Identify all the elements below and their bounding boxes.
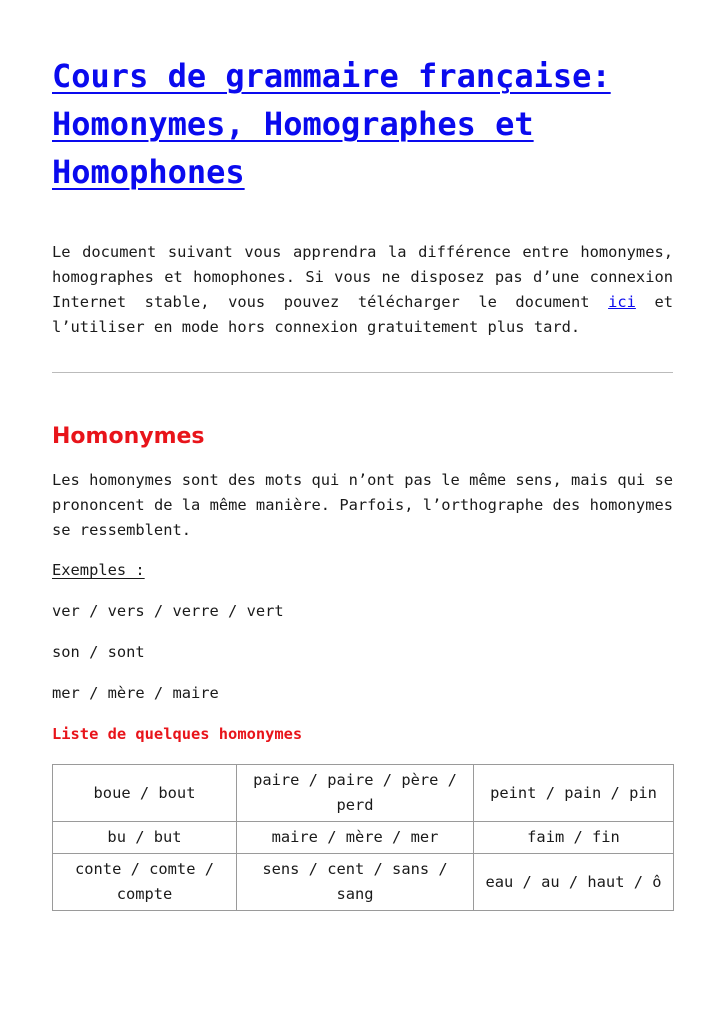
title-line-3: Homophones <box>52 153 245 191</box>
example-line: mer / mère / maire <box>52 684 219 702</box>
document-page <box>52 52 673 911</box>
table-cell: paire / paire / père / perd <box>237 765 474 822</box>
page-title <box>52 52 673 196</box>
title-line-1: Cours de grammaire française: <box>52 57 611 95</box>
title-line-2: Homonymes, Homographes et <box>52 105 534 143</box>
section-paragraph: Les homonymes sont des mots qui n’ont pas le même sens, mais qui se prononcent de la même manière. Parfois, l’orthographe des homonymes se ressemblent. <box>52 471 673 539</box>
section-heading: Homonymes <box>52 424 205 449</box>
table-row <box>53 765 674 822</box>
section-divider <box>52 372 673 373</box>
intro-text-start: Le document suivant vous apprendra la différence entre homonymes, homographes et homophones. Si vous ne disposez pas d’une connexion Internet stable, vous pouvez télécharger le document <box>52 243 673 311</box>
list-title: Liste de quelques homonymes <box>52 725 303 743</box>
download-link[interactable]: ici <box>608 293 636 311</box>
intro-text-end: et l’utiliser en mode hors connexion gratuitement plus tard. <box>52 293 673 336</box>
table-cell: faim / fin <box>474 822 674 854</box>
table-cell: peint / pain / pin <box>474 765 674 822</box>
table-cell: conte / comte / compte <box>53 854 237 911</box>
table-cell: bu / but <box>53 822 237 854</box>
table-row <box>53 822 674 854</box>
table-cell: sens / cent / sans / sang <box>237 854 474 911</box>
intro-paragraph <box>52 240 673 340</box>
table-cell: eau / au / haut / ô <box>474 854 674 911</box>
homonyms-table <box>52 764 674 911</box>
table-cell: maire / mère / mer <box>237 822 474 854</box>
table-cell: boue / bout <box>53 765 237 822</box>
example-line: ver / vers / verre / vert <box>52 602 284 620</box>
table-row <box>53 854 674 911</box>
example-line: son / sont <box>52 643 145 661</box>
title-link[interactable] <box>52 57 611 191</box>
examples-label: Exemples : <box>52 561 145 579</box>
